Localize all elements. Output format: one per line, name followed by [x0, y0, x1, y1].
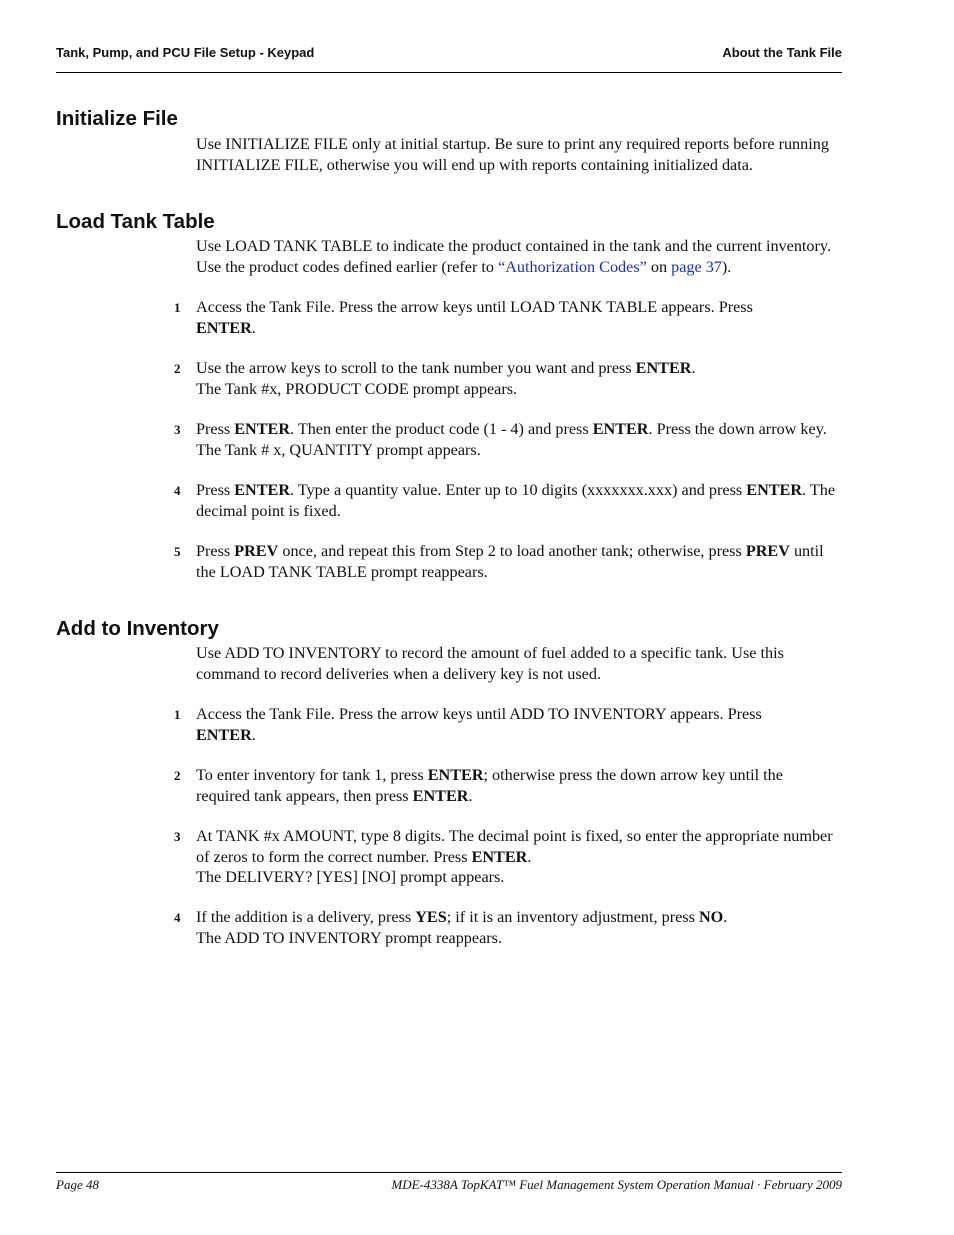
initialize-file-body: Use INITIALIZE FILE only at initial startup. Be sure to print any required reports before running INITIALIZE FILE, otherwise you will end up with reports containing initialized data. [196, 135, 829, 174]
heading-load-tank-table: Load Tank Table [56, 210, 215, 233]
page-number: Page 48 [56, 1177, 99, 1192]
header-rule [56, 72, 842, 73]
step-number: 3 [174, 422, 181, 437]
page-37-link[interactable]: page 37 [671, 257, 722, 276]
step-number: 3 [174, 829, 181, 844]
header-section-title: About the Tank File [722, 45, 842, 60]
step-text: If the addition is a delivery, press YES; if it is an inventory adjustment, press NO. The ADD TO INVENTORY prompt reappears. [196, 908, 728, 947]
add-to-inventory-intro: Use ADD TO INVENTORY to record the amount of fuel added to a specific tank. Use this command to record deliveries when a delivery key is not used. [196, 644, 784, 683]
step-number: 4 [174, 483, 181, 498]
header-chapter-title: Tank, Pump, and PCU File Setup - Keypad [56, 45, 315, 60]
footer-rule [56, 1172, 842, 1173]
step-number: 1 [174, 300, 181, 315]
step-text: Use the arrow keys to scroll to the tank number you want and press ENTER. The Tank #x, PRODUCT CODE prompt appears. [196, 359, 696, 398]
step-text: Press ENTER. Type a quantity value. Enter up to 10 digits (xxxxxxx.xxx) and press ENTER. The decimal point is fixed. [196, 481, 836, 520]
heading-add-to-inventory: Add to Inventory [56, 617, 219, 640]
step-number: 2 [174, 768, 181, 783]
document-title: MDE-4338A TopKAT™ Fuel Management System Operation Manual · February 2009 [391, 1177, 842, 1192]
step-number: 5 [174, 544, 181, 559]
step-text: Press PREV once, and repeat this from Step 2 to load another tank; otherwise, press PREV until the LOAD TANK TABLE prompt reappears. [196, 542, 824, 581]
step-text: Access the Tank File. Press the arrow keys until LOAD TANK TABLE appears. Press ENTER. [196, 298, 753, 337]
step-text: Access the Tank File. Press the arrow keys until ADD TO INVENTORY appears. Press ENTER. [196, 705, 762, 744]
authorization-codes-link[interactable]: “Authorization Codes” [498, 257, 647, 276]
step-number: 2 [174, 361, 181, 376]
step-number: 4 [174, 910, 181, 925]
step-text: At TANK #x AMOUNT, type 8 digits. The decimal point is fixed, so enter the appropriate number of zeros to form the correct number. Press ENTER. The DELIVERY? [YES] [NO] prompt appears. [196, 827, 833, 886]
load-tank-table-intro: Use LOAD TANK TABLE to indicate the product contained in the tank and the current inventory. Use the product codes defined earlier (refer to “Authorization Codes” on page 37). [196, 237, 831, 276]
heading-initialize-file: Initialize File [56, 107, 178, 130]
step-number: 1 [174, 707, 181, 722]
step-text: To enter inventory for tank 1, press ENTER; otherwise press the down arrow key until the required tank appears, then press ENTER. [196, 766, 783, 805]
step-text: Press ENTER. Then enter the product code (1 - 4) and press ENTER. Press the down arrow key. The Tank # x, QUANTITY prompt appears. [196, 420, 827, 459]
